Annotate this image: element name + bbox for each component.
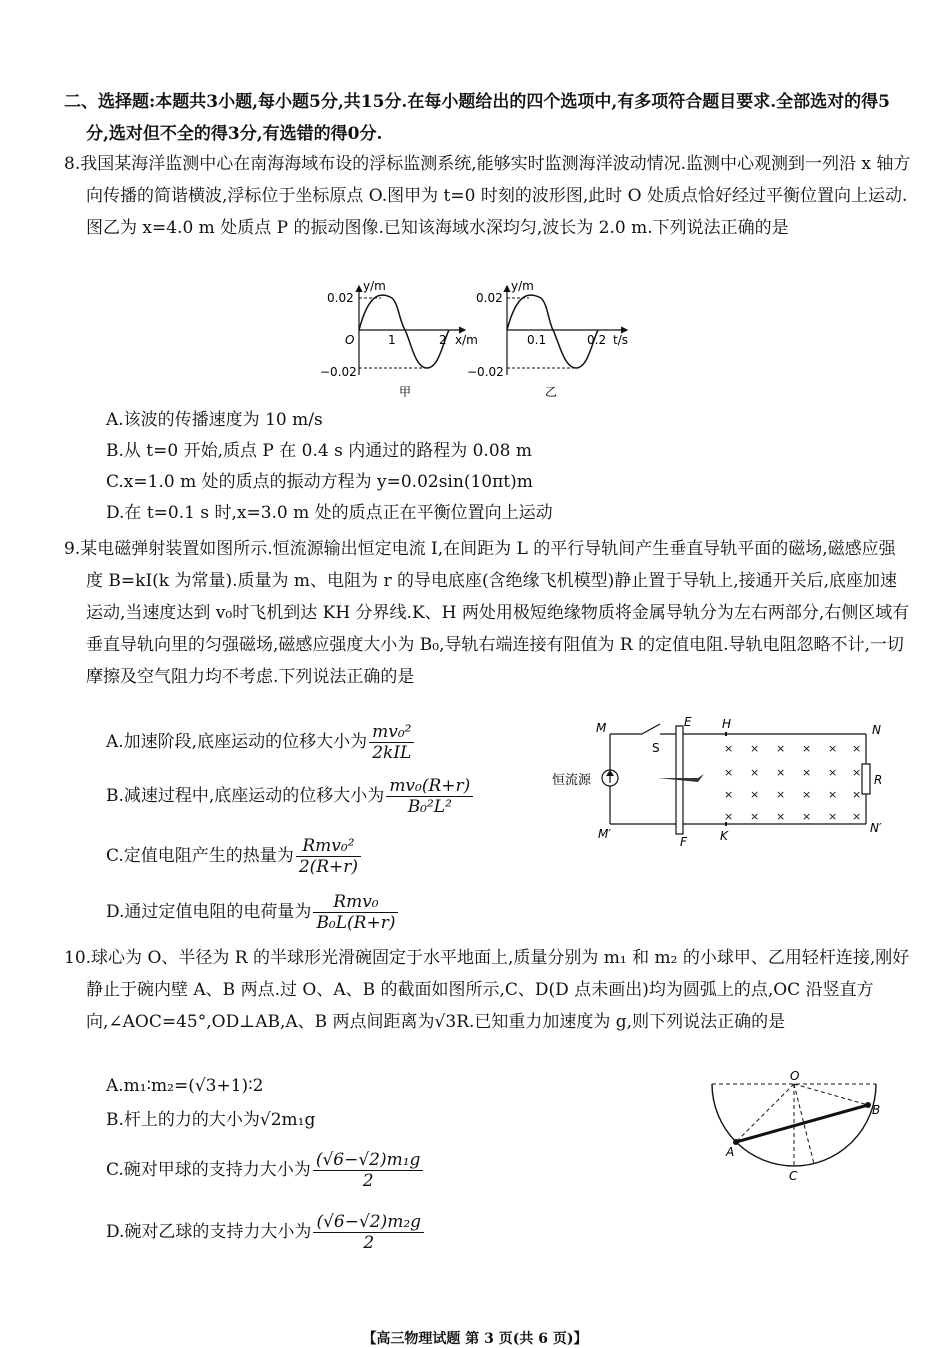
- switch-s: [642, 724, 660, 734]
- light-rod: [736, 1105, 868, 1142]
- label-r: R: [874, 773, 883, 787]
- q9-option-c-fraction: [296, 836, 361, 877]
- figB-x-axis-label: t/s: [613, 333, 628, 347]
- question-8-stem: 8.我国某海洋监测中心在南海海域布设的浮标监测系统,能够实时监测海洋波动情况.监测中心观测到一列沿 x 轴方向传播的简谐横波,浮标位于坐标原点 O.图甲为 t=0 时刻的波形图,此时 O 处质点恰好经过平衡位置向上运动.图乙为 x=4.0 m 处质点 P 的振动图像.已知该海域水深均匀,波长为 2.0 m.下列说法正确的是: [64, 154, 911, 238]
- svg-text:×: ×: [852, 810, 862, 823]
- point-o-label: O: [790, 1069, 800, 1083]
- svg-text:×: ×: [776, 766, 786, 779]
- figB-top-label: 0.02: [476, 291, 503, 305]
- q8-option-d: D.在 t=0.1 s 时,x=3.0 m 处的质点正在平衡位置向上运动: [106, 503, 553, 523]
- q10-option-c: [106, 1150, 425, 1191]
- magnetic-field-region: [724, 742, 861, 823]
- q9-option-d-fraction: [313, 892, 398, 933]
- q10-option-d-fraction: [313, 1212, 424, 1253]
- svg-text:×: ×: [724, 810, 734, 823]
- figB-bottom-label: −0.02: [467, 365, 504, 379]
- figB-y-axis-label: y/m: [511, 280, 534, 293]
- q10-option-c-fraction: [313, 1150, 424, 1191]
- svg-text:×: ×: [852, 766, 862, 779]
- page-footer: 【高三物理试题 第 3 页(共 6 页)】: [362, 1331, 588, 1347]
- q10-option-c-num: (√6−√2)m₁g: [313, 1150, 424, 1171]
- svg-text:×: ×: [802, 788, 812, 801]
- q10-option-d-num: (√6−√2)m₂g: [313, 1212, 424, 1233]
- q9-option-b-num: mv₀(R+r): [386, 776, 473, 797]
- q10-option-d-text: D.碗对乙球的支持力大小为: [106, 1222, 312, 1242]
- q9-option-c-text: C.定值电阻产生的热量为: [106, 846, 294, 866]
- svg-text:×: ×: [776, 742, 786, 755]
- ball-b: [865, 1102, 871, 1108]
- svg-text:×: ×: [724, 788, 734, 801]
- figA-tick-2: 2: [439, 333, 447, 347]
- svg-text:×: ×: [852, 742, 862, 755]
- figure-wave-graph: [315, 280, 645, 400]
- q8-option-c: C.x=1.0 m 处的质点的振动方程为 y=0.02sin(10πt)m: [106, 472, 533, 492]
- svg-text:×: ×: [828, 788, 838, 801]
- label-k: K: [720, 829, 728, 843]
- section-header: 二、选择题:本题共3小题,每小题5分,共15分.在每小题给出的四个选项中,有多项符合题目要求.全部选对的得5分,选对但不全的得3分,有选错的得0分.: [64, 92, 891, 144]
- q9-option-b: [106, 776, 475, 817]
- figA-y-axis-label: y/m: [363, 280, 386, 293]
- current-source-label: 恒流源: [552, 773, 592, 788]
- q9-option-d-den: B₀L(R+r): [316, 913, 396, 933]
- svg-text:×: ×: [750, 742, 760, 755]
- figB-tick-1: 0.1: [527, 333, 547, 347]
- q9-option-d-num: Rmv₀: [313, 892, 398, 913]
- svg-text:×: ×: [724, 742, 734, 755]
- q9-option-a-text: A.加速阶段,底座运动的位移大小为: [106, 732, 368, 752]
- point-b-label: B: [872, 1103, 881, 1117]
- label-m-prime: M′: [598, 827, 612, 841]
- q9-option-a-den: 2kIL: [372, 743, 412, 763]
- q9-option-c: [106, 836, 363, 877]
- svg-text:×: ×: [802, 766, 812, 779]
- svg-text:×: ×: [776, 810, 786, 823]
- svg-text:×: ×: [750, 810, 760, 823]
- q10-option-c-text: C.碗对甲球的支持力大小为: [106, 1160, 311, 1180]
- point-c-label: C: [789, 1169, 798, 1183]
- figB-tick-2: 0.2: [587, 333, 607, 347]
- q9-option-a: [106, 722, 416, 763]
- svg-text:×: ×: [802, 742, 812, 755]
- label-n: N: [872, 723, 881, 737]
- svg-text:×: ×: [828, 766, 838, 779]
- q9-option-b-text: B.减速过程中,底座运动的位移大小为: [106, 786, 385, 806]
- wave-curve-a: [359, 295, 449, 368]
- figure-hemispherical-bowl: [704, 1068, 904, 1188]
- svg-text:×: ×: [776, 788, 786, 801]
- svg-text:×: ×: [852, 788, 862, 801]
- q10-option-b: B.杆上的力的大小为√2m₁g: [106, 1110, 316, 1130]
- q9-option-c-den: 2(R+r): [298, 857, 359, 877]
- figA-tick-1: 1: [388, 333, 396, 347]
- svg-text:×: ×: [750, 766, 760, 779]
- q8-option-a: A.该波的传播速度为 10 m/s: [106, 410, 323, 430]
- figA-caption: 甲: [399, 385, 412, 399]
- resistor-r: [862, 764, 870, 794]
- q10-option-c-den: 2: [362, 1171, 374, 1191]
- question-10-stem: 10.球心为 O、半径为 R 的半球形光滑碗固定于水平地面上,质量分别为 m₁ 和 m₂ 的小球甲、乙用轻杆连接,刚好静止于碗内壁 A、B 两点.过 O、A、B 的截面如图所示,C、D(D 点未画出)均为圆弧上的点,OC 沿竖直方向,∠AOC=45°,OD⊥AB,A、B 两点间距离为√3R.已知重力加速度为 g,则下列说法正确的是: [64, 948, 910, 1032]
- question-9-stem: 9.某电磁弹射装置如图所示.恒流源输出恒定电流 I,在间距为 L 的平行导轨间产生垂直导轨平面的磁场,磁感应强度 B=kI(k 为常量).质量为 m、电阻为 r 的导电底座(含绝缘飞机模型)静止置于导轨上,接通开关后,底座加速运动,当速度达到 v₀时飞机到达 KH 分界线.K、H 两处用极短绝缘物质将金属导轨分为左右两部分,右侧区域有垂直导轨向里的匀强磁场,磁感应强度大小为 B₀,导轨右端连接有阻值为 R 的定值电阻.导轨电阻忽略不计,一切摩擦及空气阻力均不考虑.下列说法正确的是: [64, 539, 910, 687]
- svg-text:×: ×: [724, 766, 734, 779]
- figB-caption: 乙: [545, 385, 558, 399]
- label-s: S: [652, 741, 660, 755]
- label-n-prime: N′: [870, 821, 882, 835]
- q9-option-a-num: mv₀²: [369, 722, 414, 743]
- label-h: H: [722, 717, 732, 731]
- svg-text:×: ×: [802, 810, 812, 823]
- figA-top-label: 0.02: [327, 291, 354, 305]
- q9-option-b-fraction: [386, 776, 473, 817]
- figure-rail-launcher: [548, 712, 888, 850]
- q9-option-c-num: Rmv₀²: [296, 836, 361, 857]
- svg-text:×: ×: [828, 810, 838, 823]
- q9-option-a-fraction: [369, 722, 414, 763]
- point-a-label: A: [726, 1145, 735, 1159]
- q9-option-b-den: B₀²L²: [407, 797, 452, 817]
- figA-x-axis-label: x/m: [455, 333, 478, 347]
- q10-option-a: A.m₁∶m₂=(√3+1)∶2: [106, 1076, 264, 1096]
- label-m: M: [596, 721, 607, 735]
- q10-option-d-den: 2: [363, 1233, 375, 1253]
- svg-text:×: ×: [750, 788, 760, 801]
- figA-bottom-label: −0.02: [320, 365, 357, 379]
- q9-option-d-text: D.通过定值电阻的电荷量为: [106, 902, 312, 922]
- figA-origin-label: O: [345, 333, 355, 347]
- svg-text:×: ×: [828, 742, 838, 755]
- label-f: F: [680, 835, 687, 849]
- q9-option-d: [106, 892, 400, 933]
- wave-curve-b: [507, 295, 598, 368]
- q10-option-d: [106, 1212, 426, 1253]
- label-e: E: [684, 715, 692, 729]
- q8-option-b: B.从 t=0 开始,质点 P 在 0.4 s 内通过的路程为 0.08 m: [106, 441, 532, 461]
